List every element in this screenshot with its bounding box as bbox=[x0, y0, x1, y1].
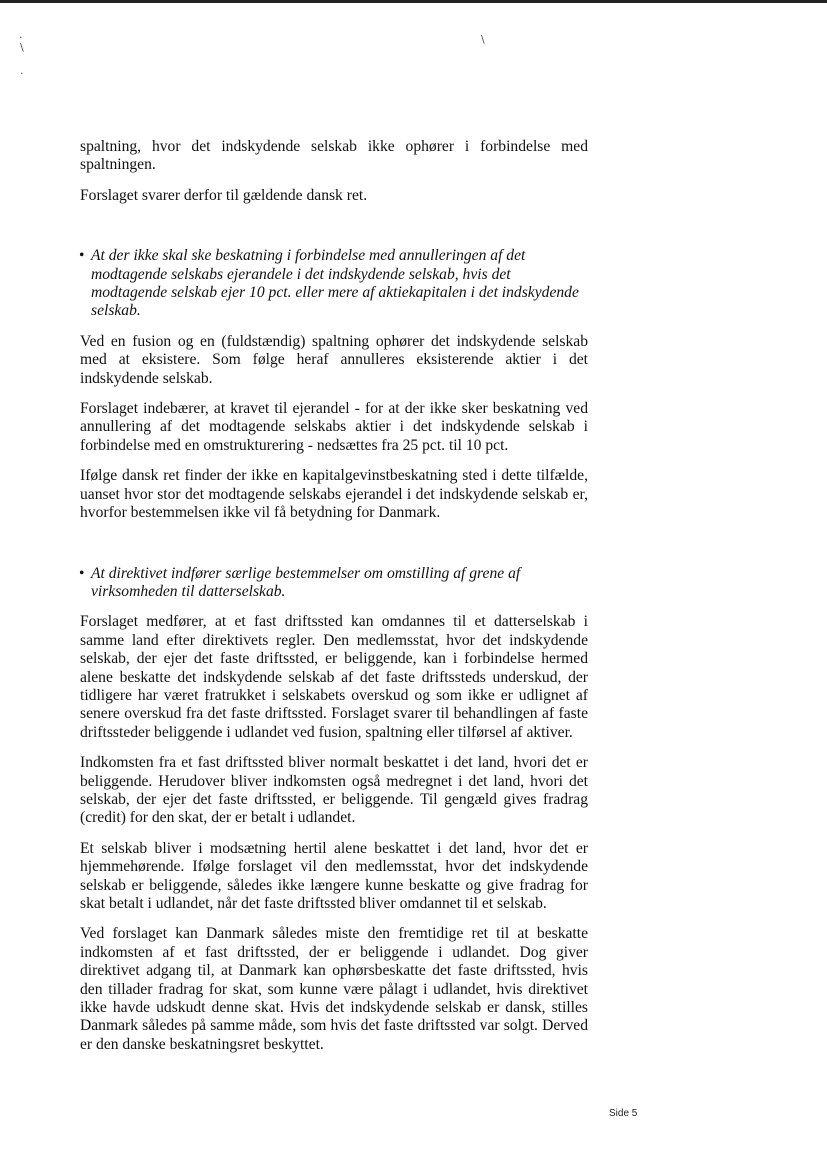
paragraph: spaltning, hvor det indskydende selskab ikke ophører i forbindelse med spaltningen. bbox=[80, 138, 588, 174]
bullet-icon: • bbox=[79, 564, 85, 582]
section-spacer bbox=[80, 535, 588, 565]
paragraph: Indkomsten fra et fast driftssted bliver normalt beskattet i det land, hvori det er beliggende. Herudover bliver indkomsten også medregnet i det land, hvori det selskab, der ejer det faste driftssted, er beliggende. Til gengæld gives fradrag (credit) for den skat, der er betalt i udlandet. bbox=[80, 754, 588, 827]
scan-speck: \ bbox=[20, 41, 24, 54]
bullet-point bbox=[80, 247, 588, 321]
paragraph: Ifølge dansk ret finder der ikke en kapitalgevinstbeskatning sted i dette tilfælde, uanset hvor stor det modtagende selskabs ejerandel i det indskydende selskab er, hvorfor bestemmelsen ikke vil få betydning for Danmark. bbox=[80, 467, 588, 522]
scan-speck: \ bbox=[481, 33, 485, 46]
bullet-point bbox=[80, 565, 588, 602]
bullet-text: At der ikke skal ske beskatning i forbindelse med annulleringen af det modtagende selskabs ejerandele i det indskydende selskab, hvis det modtagende selskab ejer 10 pct. eller mere af aktiekapitalen i det indskydende selskab. bbox=[91, 247, 579, 320]
scan-speck: · bbox=[19, 31, 23, 44]
document-page bbox=[80, 138, 588, 1066]
top-border-rule bbox=[0, 0, 827, 3]
paragraph: Forslaget svarer derfor til gældende dansk ret. bbox=[80, 186, 368, 204]
paragraph: Forslaget medfører, at et fast driftssted kan omdannes til et datterselskab i samme land efter direktivets regler. Den medlemsstat, hvor det indskydende selskab, der ejer det faste driftssted, er beliggende, kan i forbindelse hermed alene beskatte det indskydende selskab af det faste driftssteds underskud, der tidligere har været fratrukket i selskabets overskud og som ikke er udlignet af senere overskud fra det faste driftssted. Forslaget svarer til behandlingen af faste driftssteder beliggende i udlandet ved fusion, spaltning eller tilførsel af aktiver. bbox=[80, 613, 588, 741]
page-number: Side 5 bbox=[609, 1108, 638, 1119]
section-spacer bbox=[80, 217, 588, 247]
paragraph: Forslaget indebærer, at kravet til ejerandel - for at der ikke sker beskatning ved annullering af det modtagende selskabs aktier i det indskydende selskab i forbindelse med en omstrukturering - nedsættes fra 25 pct. til 10 pct. bbox=[80, 400, 588, 454]
bullet-icon: • bbox=[79, 247, 85, 265]
scan-speck: · bbox=[20, 67, 24, 80]
paragraph: Ved forslaget kan Danmark således miste den fremtidige ret til at beskatte indkomsten af et fast driftssted, der er beliggende i udlandet. Dog giver direktivet adgang til, at Danmark kan ophørsbeskatte det faste driftssted, hvis den tillader fradrag for skat, som kunne være pålagt i udlandet, hvis direktivet ikke havde udskudt denne skat. Hvis det indskydende selskab er dansk, stilles Danmark således på samme måde, som hvis det faste driftssted var solgt. Derved er den danske beskatningsret beskyttet. bbox=[80, 925, 588, 1053]
paragraph: Ved en fusion og en (fuldstændig) spaltning ophører det indskydende selskab med at eksistere. Som følge heraf annulleres eksisterende aktier i det indskydende selskab. bbox=[80, 332, 588, 387]
bullet-text: At direktivet indfører særlige bestemmelser om omstilling af grene af virksomheden til datterselskab. bbox=[91, 564, 521, 600]
paragraph: Et selskab bliver i modsætning hertil alene beskattet i det land, hvor det er hjemmehørende. Ifølge forslaget vil den medlemsstat, hvor det indskydende selskab er beliggende, således ikke længere kunne beskatte og give fradrag for skat betalt i udlandet, når det faste driftssted bliver omdannet til et selskab. bbox=[80, 839, 588, 912]
